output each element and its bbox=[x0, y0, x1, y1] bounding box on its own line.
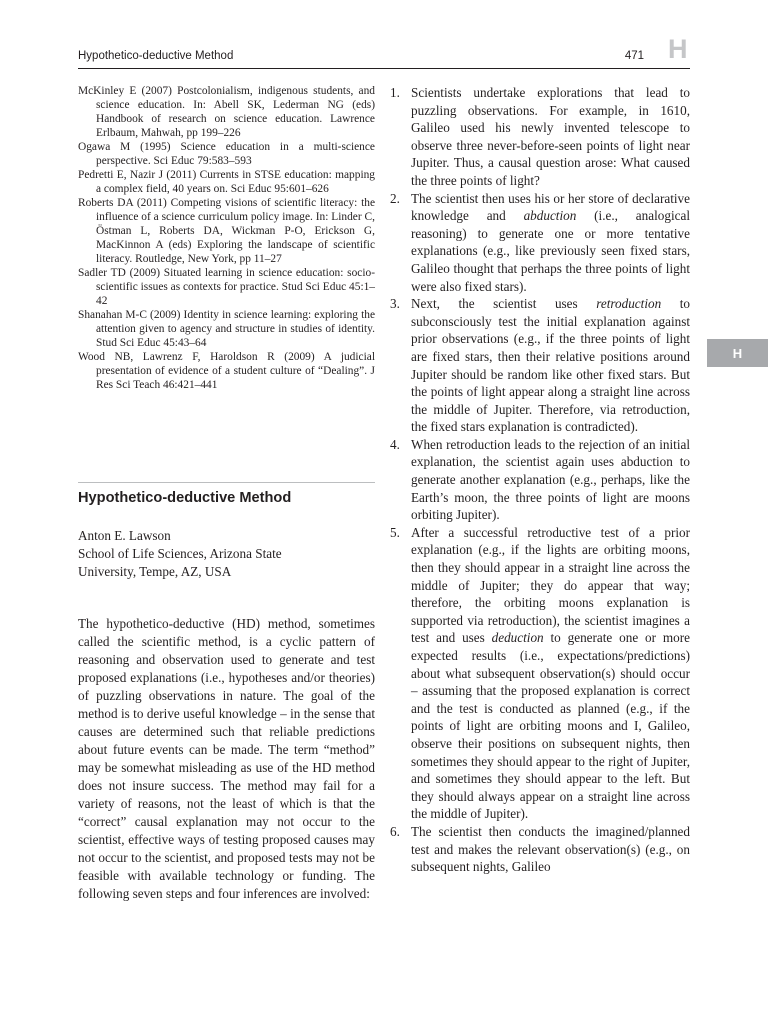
step-item bbox=[390, 190, 690, 296]
affiliation-line: University, Tempe, AZ, USA bbox=[78, 564, 232, 579]
thumb-index-tab: H bbox=[707, 339, 768, 367]
step-item bbox=[390, 84, 690, 190]
step-term: abduction bbox=[523, 208, 577, 224]
intro-paragraph: The hypothetico-deductive (HD) method, sometimes called the scientific method, is a cyclic pattern of reasoning and observation used to generate and test proposed explanations (i.e., hypotheses and/or theories) of puzzling observations in nature. The goal of the method is to derive useful knowledge – in the sense that causes are determined such that reliable predictions about future events can be made. The term “method” may be somewhat misleading as use of the HD method does not insure success. The method may fail for a variety of reasons, not the least of which is that the “correct” causal explanation may not occur to the scientist, effective ways of testing proposed causes may not occur to the scientist, and proposed tests may not be feasible with available technology or funding. The following seven steps and four inferences are involved: bbox=[78, 616, 375, 901]
step-text: to generate one or more expected results (i.e., expectations/predictions) about what subsequent observation(s) should occur – assuming that the proposed explanation is correct and the test is conducted as planned (e.g., if the points of light are orbiting moons and I, Galileo, observe their positions on subsequent nights, then sometimes they should appear to the right of Jupiter, and sometimes they should appear to the left. But they should always appear on a straight line across the middle of Jupiter). bbox=[411, 630, 690, 822]
step-number: 4. bbox=[390, 436, 400, 452]
reference-item: McKinley E (2007) Postcolonialism, indigenous students, and science education. In: Abell SK, Lederman NG (eds) Handbook of research on science education. Lawrence Erlbaum, Mahwah, pp 199–226 bbox=[78, 85, 375, 139]
entry-title: Hypothetico-deductive Method bbox=[78, 490, 292, 506]
section-divider bbox=[78, 482, 375, 483]
step-item bbox=[390, 524, 690, 823]
reference-item: Roberts DA (2011) Competing visions of scientific literacy: the influence of a science curriculum policy image. In: Linder C, Östman L, Roberts DA, Wickman P-O, Erickson G, MacKinnon A (eds) Exploring the landscape of scientific literacy. Routledge, New York, pp 11–27 bbox=[78, 197, 375, 265]
step-text: Next, the scientist uses bbox=[411, 296, 597, 312]
step-number: 2. bbox=[390, 190, 400, 206]
reference-item: Shanahan M-C (2009) Identity in science learning: exploring the attention given to agency and structure in studies of identity. Stud Sci Educ 45:43–64 bbox=[78, 309, 375, 349]
step-text: Scientists undertake explorations that lead to puzzling observations. For example, in 1610, Galileo used his newly invented telescope to observe three never-before-seen points of light near Jupiter. Thus, a causal question arose: What caused the three points of light? bbox=[411, 85, 690, 188]
step-item bbox=[390, 436, 690, 524]
step-number: 1. bbox=[390, 85, 400, 100]
step-text: (i.e., analogical reasoning) to generate one or more tentative explanations (e.g., like previously seen fixed stars, Galileo thought that perhaps the three points of light were also fixed stars). bbox=[411, 208, 690, 294]
step-term: deduction bbox=[491, 630, 544, 646]
step-number: 5. bbox=[390, 524, 400, 540]
steps-list bbox=[390, 84, 690, 876]
section-letter-marker: H bbox=[668, 34, 688, 64]
running-head-title: Hypothetico-deductive Method bbox=[78, 50, 234, 62]
step-number: 6. bbox=[390, 823, 400, 839]
step-number: 3. bbox=[390, 296, 400, 312]
author-name: Anton E. Lawson bbox=[78, 528, 171, 543]
step-text: The scientist then conducts the imagined/planned test and makes the relevant observation(s) (e.g., on subsequent nights, Galileo bbox=[411, 823, 690, 875]
reference-item: Sadler TD (2009) Situated learning in science education: socio-scientific issues as contexts for practice. Stud Sci Educ 45:1–42 bbox=[78, 267, 376, 307]
step-item bbox=[390, 295, 690, 436]
step-text: The scientist then uses his or her store of declarative knowledge and bbox=[411, 190, 690, 224]
reference-list bbox=[78, 84, 375, 392]
step-text: to subconsciously test the initial explanation against prior observations (e.g., if the three points of light are fixed stars, then their relative positions around Jupiter should be random like other fixed stars. But the points of light appear along a straight line across the middle of Jupiter. Therefore, via retroduction, the fixed stars explanation is contradicted). bbox=[411, 296, 690, 435]
author-block bbox=[78, 527, 375, 581]
reference-item: Ogawa M (1995) Science education in a multi-science perspective. Sci Educ 79:583–593 bbox=[78, 141, 375, 167]
affiliation-line: School of Life Sciences, Arizona State bbox=[78, 546, 282, 561]
step-term: retroduction bbox=[596, 296, 662, 312]
step-text: When retroduction leads to the rejection of an initial explanation, the scientist again uses abduction to generate another explanation (e.g., perhaps, like the Earth’s moon, the three points of light are moons orbiting Jupiter). bbox=[411, 436, 690, 523]
header-rule bbox=[78, 68, 690, 69]
reference-item: Pedretti E, Nazir J (2011) Currents in STSE education: mapping a complex field, 40 years on. Sci Educ 95:601–626 bbox=[78, 169, 375, 195]
step-text: After a successful retroductive test of a prior explanation (e.g., if the lights are orbiting moons, then they should appear in a straight line across the middle of Jupiter; they do appear that way; therefore, the orbiting moons explanation is supported via retroduction), the scientist imagines a test and uses bbox=[411, 524, 690, 646]
step-item bbox=[390, 823, 690, 876]
reference-item: Wood NB, Lawrenz F, Haroldson R (2009) A judicial presentation of evidence of a student culture of “Dealing”. J Res Sci Teach 46:421–441 bbox=[78, 351, 375, 391]
page-number: 471 bbox=[624, 50, 644, 62]
